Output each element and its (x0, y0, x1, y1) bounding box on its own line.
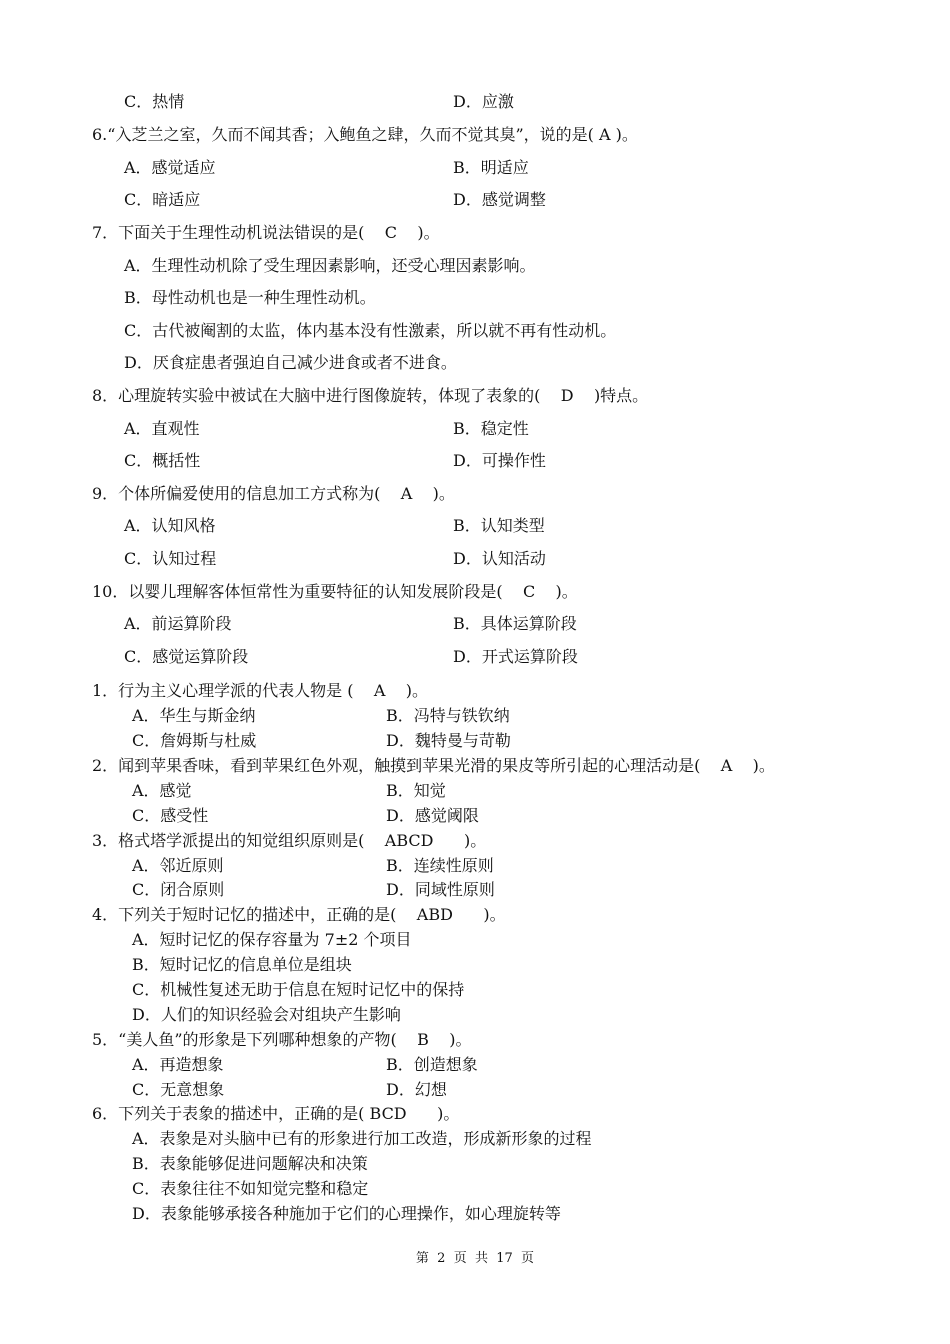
q8-option-b: B．稳定性 (453, 419, 529, 438)
question-8-stem: 8．心理旋转实验中被试在大脑中进行图像旋转，体现了表象的( D )特点。 (92, 386, 649, 405)
q10-option-d: D．开式运算阶段 (453, 647, 578, 666)
part2-q5-option-a: A．再造想象 (132, 1055, 224, 1074)
part2-q3-option-b: B．连续性原则 (386, 856, 494, 875)
question-6-stem: 6.“入芝兰之室，久而不闻其香；入鲍鱼之肆，久而不觉其臭”，说的是( A )。 (92, 125, 638, 144)
part2-q2-option-c: C．感受性 (132, 806, 209, 825)
q5-option-d: D．应激 (453, 92, 514, 111)
part2-q1-option-c: C．詹姆斯与杜威 (132, 731, 257, 750)
part2-question-2-stem: 2．闻到苹果香味，看到苹果红色外观，触摸到苹果光滑的果皮等所引起的心理活动是( A )。 (92, 756, 775, 775)
q7-option-d: D．厌食症患者强迫自己减少进食或者不进食。 (124, 353, 457, 372)
q7-option-a: A．生理性动机除了受生理因素影响，还受心理因素影响。 (124, 256, 536, 275)
q7-option-c: C．古代被阉割的太监，体内基本没有性激素，所以就不再有性动机。 (124, 321, 617, 340)
part2-question-6-stem: 6．下列关于表象的描述中，正确的是( BCD )。 (92, 1104, 460, 1123)
part2-q6-option-b: B．表象能够促进问题解决和决策 (132, 1154, 368, 1173)
page-number: 第 2 页 共 17 页 (415, 1251, 535, 1266)
q5-option-c: C．热情 (124, 92, 185, 111)
q10-option-c: C．感觉运算阶段 (124, 647, 249, 666)
part2-question-1-stem: 1．行为主义心理学派的代表人物是 ( A )。 (92, 681, 428, 700)
q6-option-d: D．感觉调整 (453, 190, 546, 209)
q10-option-a: A．前运算阶段 (124, 614, 232, 633)
q8-option-a: A．直观性 (124, 419, 200, 438)
part2-q1-option-d: D．魏特曼与苛勒 (386, 731, 511, 750)
part2-q3-option-a: A．邻近原则 (132, 856, 224, 875)
q9-option-b: B．认知类型 (453, 516, 545, 535)
part2-q4-option-a: A．短时记忆的保存容量为 7±2 个项目 (132, 930, 412, 949)
part2-q5-option-c: C．无意想象 (132, 1080, 225, 1099)
q6-option-b: B．明适应 (453, 158, 529, 177)
part2-question-5-stem: 5．“美人鱼”的形象是下列哪种想象的产物( B )。 (92, 1030, 472, 1049)
part2-q6-option-d: D．表象能够承接各种施加于它们的心理操作，如心理旋转等 (132, 1204, 561, 1223)
part2-q3-option-c: C．闭合原则 (132, 880, 225, 899)
part2-q4-option-b: B．短时记忆的信息单位是组块 (132, 955, 352, 974)
part2-q4-option-c: C．机械性复述无助于信息在短时记忆中的保持 (132, 980, 465, 999)
part2-q2-option-d: D．感觉阈限 (386, 806, 479, 825)
question-9-stem: 9．个体所偏爱使用的信息加工方式称为( A )。 (92, 484, 455, 503)
part2-q1-option-a: A．华生与斯金纳 (132, 706, 256, 725)
q7-option-b: B．母性动机也是一种生理性动机。 (124, 288, 376, 307)
part2-q2-option-a: A．感觉 (132, 781, 192, 800)
q8-option-d: D．可操作性 (453, 451, 546, 470)
q6-option-c: C．暗适应 (124, 190, 201, 209)
question-10-stem: 10．以婴儿理解客体恒常性为重要特征的认知发展阶段是( C )。 (92, 582, 578, 601)
part2-q5-option-b: B．创造想象 (386, 1055, 478, 1074)
part2-q1-option-b: B．冯特与铁钦纳 (386, 706, 510, 725)
q10-option-b: B．具体运算阶段 (453, 614, 577, 633)
q9-option-a: A．认知风格 (124, 516, 216, 535)
question-7-stem: 7．下面关于生理性动机说法错误的是( C )。 (92, 223, 440, 242)
part2-question-4-stem: 4．下列关于短时记忆的描述中，正确的是( ABD )。 (92, 905, 506, 924)
part2-q4-option-d: D．人们的知识经验会对组块产生影响 (132, 1005, 401, 1024)
q9-option-d: D．认知活动 (453, 549, 546, 568)
q6-option-a: A．感觉适应 (124, 158, 216, 177)
part2-q6-option-a: A．表象是对头脑中已有的形象进行加工改造，形成新形象的过程 (132, 1129, 592, 1148)
part2-question-3-stem: 3．格式塔学派提出的知觉组织原则是( ABCD )。 (92, 831, 487, 850)
part2-q6-option-c: C．表象往往不如知觉完整和稳定 (132, 1179, 369, 1198)
q8-option-c: C．概括性 (124, 451, 201, 470)
q9-option-c: C．认知过程 (124, 549, 217, 568)
part2-q5-option-d: D．幻想 (386, 1080, 447, 1099)
part2-q3-option-d: D．同域性原则 (386, 880, 495, 899)
part2-q2-option-b: B．知觉 (386, 781, 446, 800)
